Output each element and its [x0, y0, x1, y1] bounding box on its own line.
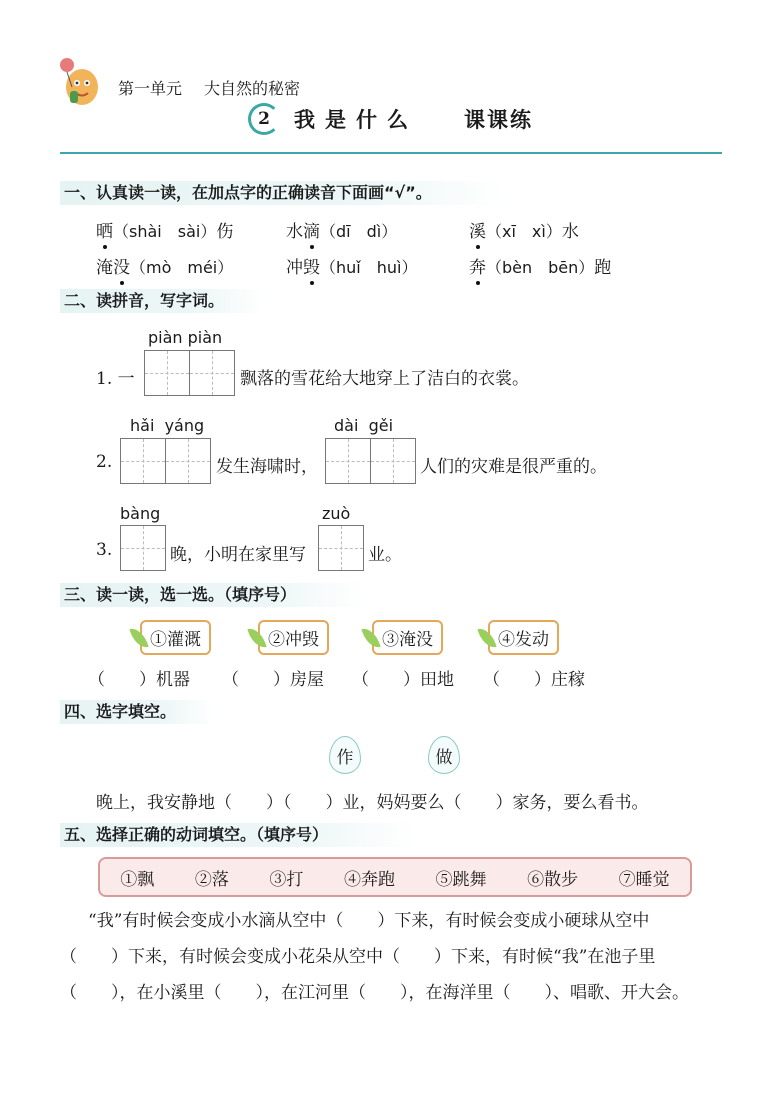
question-text: 发生海啸时，	[216, 457, 318, 477]
section-3-heading: 三、读一读，选一选。（填序号）	[60, 583, 364, 607]
question-number: 3.	[96, 540, 113, 560]
verb-option: ⑦睡觉	[618, 869, 670, 890]
fill-blank[interactable]: （ ）房屋	[222, 670, 324, 690]
verb-option: ⑤跳舞	[435, 869, 487, 890]
verb-options-bar	[98, 857, 692, 897]
unit-name: 大自然的秘密	[204, 79, 301, 98]
reading-item: 淹没（mò méi）	[96, 253, 233, 278]
writing-grid[interactable]	[325, 438, 415, 484]
option-tag: ④发动	[480, 620, 559, 655]
reading-item: 奔（bèn bēn）跑	[469, 253, 611, 278]
lesson-title-row	[248, 103, 533, 135]
lesson-title: 我是什么	[294, 107, 418, 132]
verb-option: ①飘	[120, 869, 155, 890]
fill-blank[interactable]: （ ）庄稼	[483, 670, 585, 690]
reading-item: 晒（shài sài）伤	[96, 217, 233, 242]
pinyin: bàng	[120, 504, 161, 523]
fill-sentence[interactable]: 晚上，我安静地（ ）（ ）业，妈妈要么（ ）家务，要么看书。	[96, 793, 649, 813]
mascot-icon	[58, 55, 102, 111]
writing-grid[interactable]	[144, 350, 234, 396]
question-text: 人们的灾难是很严重的。	[420, 457, 607, 477]
writing-grid[interactable]	[318, 525, 363, 571]
passage-line[interactable]: “我”有时候会变成小水滴从空中（ ）下来，有时候会变成小硬球从空中	[88, 911, 650, 931]
section-2-heading: 二、读拼音，写字词。	[60, 289, 264, 313]
pinyin: dài gěi	[334, 416, 394, 435]
verb-option: ③打	[269, 869, 304, 890]
section-1-heading: 一、认真读一读，在加点字的正确读音下面画“√”。	[60, 181, 504, 205]
verb-option: ⑥散步	[527, 869, 579, 890]
question-text: 业。	[368, 545, 402, 565]
verb-option: ②落	[194, 869, 229, 890]
writing-grid[interactable]	[120, 525, 165, 571]
passage-line[interactable]: （ ），在小溪里（ ），在江河里（ ），在海洋里（ ）、唱歌、开大会。	[60, 983, 689, 1003]
unit-heading	[118, 76, 322, 99]
section-5-heading: 五、选择正确的动词填空。（填序号）	[60, 823, 414, 847]
pinyin: hǎi yáng	[130, 416, 205, 435]
option-tag: ③淹没	[364, 620, 443, 655]
option-tag: ②冲毁	[250, 620, 329, 655]
option-tag: ①灌溉	[132, 620, 211, 655]
reading-item: 水滴（dī dì）	[286, 217, 397, 242]
reading-item: 冲毁（huǐ huì）	[286, 253, 417, 278]
passage-line[interactable]: （ ）下来，有时候会变成小花朵从空中（ ）下来，有时候“我”在池子里	[60, 947, 656, 967]
question-number: 1. 一	[96, 369, 135, 389]
lesson-tag: 课课练	[464, 107, 533, 132]
char-choice: 作	[329, 736, 361, 774]
lesson-number-badge: 2	[248, 103, 280, 135]
question-text: 飘落的雪花给大地穿上了洁白的衣裳。	[240, 369, 529, 389]
pinyin: zuò	[322, 504, 351, 523]
reading-item: 溪（xī xì）水	[469, 217, 579, 242]
section-4-heading: 四、选字填空。	[60, 700, 214, 724]
writing-grid[interactable]	[120, 438, 210, 484]
pinyin: piàn piàn	[148, 328, 223, 347]
question-text: 晚，小明在家里写	[170, 545, 306, 565]
unit-label: 第一单元	[118, 79, 183, 98]
char-choice: 做	[428, 736, 460, 774]
header-divider	[60, 152, 722, 154]
fill-blank[interactable]: （ ）田地	[352, 670, 454, 690]
question-number: 2.	[96, 452, 113, 472]
verb-option: ④奔跑	[343, 869, 395, 890]
fill-blank[interactable]: （ ）机器	[88, 670, 190, 690]
